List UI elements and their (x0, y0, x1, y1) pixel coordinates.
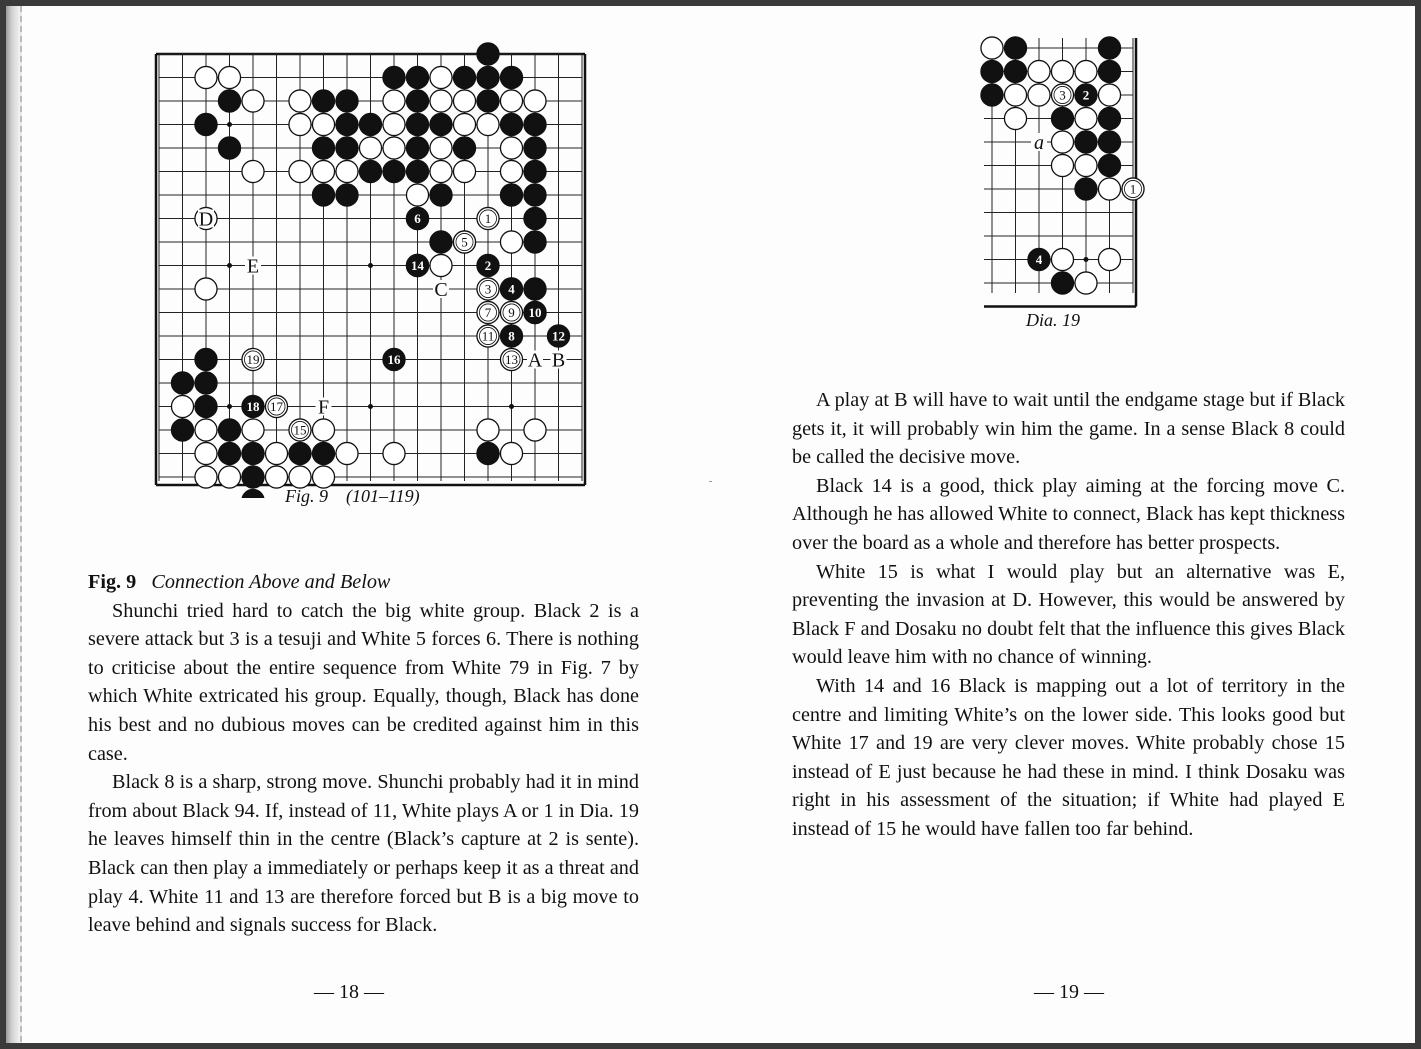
white-stone (265, 442, 287, 464)
black-stone (195, 395, 217, 417)
white-stone (477, 113, 499, 135)
black-stone (1004, 37, 1026, 59)
left-paragraph-1: Shunchi tried hard to catch the big white group. Black 2 is a severe attack but 3 is a tesuji and White 5 forces 6. There is nothing to criticise about the entire sequence from White 79 in Fig. 7 by which White extricated his group. Equally, though, Black has done his best and no dubious moves can be credited against him in this case. (88, 599, 639, 765)
black-stone (336, 184, 358, 206)
board-label-C: C (434, 279, 448, 301)
white-stone (312, 419, 334, 441)
black-stone (1075, 131, 1097, 153)
move-number-11: 11 (481, 328, 495, 344)
black-stone (1098, 131, 1120, 153)
white-stone (195, 278, 217, 300)
black-stone (336, 137, 358, 159)
white-stone (500, 90, 522, 112)
move-number-3: 3 (484, 281, 492, 297)
black-stone (289, 442, 311, 464)
black-stone (406, 160, 428, 182)
white-stone (242, 90, 264, 112)
page-number-left: — 18 — (314, 981, 384, 1003)
page-gutter (6, 6, 20, 1043)
move-number-10: 10 (528, 305, 542, 320)
book-spread (6, 6, 1415, 1043)
white-stone (524, 90, 546, 112)
white-stone (406, 184, 428, 206)
black-stone (1098, 37, 1120, 59)
hoshi-point (227, 122, 232, 127)
black-stone (218, 419, 240, 441)
white-stone (195, 466, 217, 488)
white-stone (195, 66, 217, 88)
section-heading (88, 568, 639, 597)
white-stone (500, 231, 522, 253)
white-stone (500, 137, 522, 159)
white-stone (383, 113, 405, 135)
white-stone (1004, 84, 1026, 106)
move-number-14: 14 (411, 258, 424, 273)
move-number-8: 8 (508, 328, 515, 344)
white-stone (1098, 178, 1120, 200)
left-paragraph-2: Black 8 is a sharp, strong move. Shunchi probably had it in mind from about Black 94. If, instead of 11, White plays A or 1 in Dia. 19 he leaves himself thin in the centre (Black’s capture at 2 is sente). Black can then play a immediately or perhaps keep it as a threat and play 4. White 11 and 13 are therefore forced but B is a big move to leave behind and signals success for Black. (88, 771, 639, 937)
white-stone (1004, 107, 1026, 129)
white-stone (383, 90, 405, 112)
black-stone (359, 113, 381, 135)
black-stone (477, 442, 499, 464)
white-stone (1098, 84, 1120, 106)
move-number-5: 5 (461, 234, 468, 250)
black-stone (981, 84, 1003, 106)
white-stone (1075, 272, 1097, 294)
black-stone (1098, 154, 1120, 176)
black-stone (1051, 107, 1073, 129)
black-stone (524, 137, 546, 159)
board-label-a: a (1034, 132, 1044, 154)
move-number-15: 15 (293, 422, 307, 438)
white-stone (289, 90, 311, 112)
black-stone (1051, 272, 1073, 294)
white-stone (430, 137, 452, 159)
move-number-12: 12 (552, 328, 565, 344)
point-labels (1031, 132, 1047, 154)
hoshi-point (1084, 257, 1089, 262)
white-stone (289, 466, 311, 488)
black-stone (524, 207, 546, 229)
page-edge (20, 6, 22, 1043)
white-stone (383, 442, 405, 464)
hoshi-point (368, 404, 373, 409)
black-stone (524, 160, 546, 182)
black-stone (1098, 107, 1120, 129)
black-stone (453, 137, 475, 159)
white-stone (171, 395, 193, 417)
white-stone (195, 419, 217, 441)
white-stone (383, 137, 405, 159)
black-stone (218, 90, 240, 112)
black-stone (430, 231, 452, 253)
hoshi-point (368, 263, 373, 268)
white-stone (242, 160, 264, 182)
black-stone (477, 66, 499, 88)
white-stone (477, 419, 499, 441)
black-stone (477, 43, 499, 65)
black-stone (430, 113, 452, 135)
black-stone (242, 466, 264, 488)
move-number-2: 2 (1082, 87, 1090, 103)
white-stone (981, 37, 1003, 59)
center-mark (709, 481, 712, 482)
move-number-1: 1 (484, 211, 492, 226)
black-stone (981, 60, 1003, 82)
heading-fig-label: Fig. 9 (88, 571, 137, 593)
black-stone (383, 66, 405, 88)
white-stone (336, 442, 358, 464)
white-stone (453, 90, 475, 112)
black-stone (171, 372, 193, 394)
board-label-A: A (527, 349, 543, 372)
black-stone (218, 137, 240, 159)
white-stone (1098, 248, 1120, 270)
black-stone (406, 113, 428, 135)
white-stone (1075, 107, 1097, 129)
white-stone (1028, 84, 1050, 106)
move-number-9: 9 (508, 305, 515, 320)
white-stone (195, 442, 217, 464)
black-stone (500, 66, 522, 88)
left-page-text (88, 568, 639, 940)
move-number-4: 4 (508, 281, 515, 297)
white-stone (312, 113, 334, 135)
white-stone (218, 466, 240, 488)
black-stone (453, 66, 475, 88)
fig9-caption (285, 486, 420, 507)
white-stone (289, 160, 311, 182)
black-stone (336, 90, 358, 112)
move-number-3: 3 (1059, 87, 1066, 103)
right-page-text (792, 386, 1345, 844)
move-number-2: 2 (484, 258, 492, 273)
black-stone (312, 90, 334, 112)
black-stone (524, 184, 546, 206)
black-stone (336, 113, 358, 135)
go-board-dia19 (968, 28, 1148, 308)
black-stone (500, 184, 522, 206)
right-paragraph-4: With 14 and 16 Black is mapping out a lot of territory in the centre and limiting White’s on the lower side. This looks good but White 17 and 19 are very clever moves. White probably chose 15 instead of E just because he had these in mind. I think Dosaku was right in his assessment of the situation; if White had played E instead of 15 he would have fallen too far behind. (792, 674, 1345, 840)
black-stone (195, 372, 217, 394)
white-stone (242, 419, 264, 441)
move-number-16: 16 (387, 352, 401, 367)
fig9-caption-prefix: Fig. 9 (285, 486, 328, 506)
white-stone (1028, 60, 1050, 82)
black-stone (171, 419, 193, 441)
white-stone (1051, 60, 1073, 82)
white-stone (430, 90, 452, 112)
white-stone (1051, 131, 1073, 153)
white-stone (430, 160, 452, 182)
black-stone (1075, 178, 1097, 200)
white-stone (430, 254, 452, 276)
black-stone (383, 160, 405, 182)
black-stone (524, 231, 546, 253)
black-stone (406, 66, 428, 88)
black-stone (500, 113, 522, 135)
black-stone (1004, 60, 1026, 82)
move-number-4: 4 (1035, 252, 1043, 267)
move-number-13: 13 (505, 352, 518, 367)
white-stone (265, 466, 287, 488)
black-stone (195, 348, 217, 370)
black-stone (359, 160, 381, 182)
hoshi-point (509, 404, 514, 409)
white-stone (500, 160, 522, 182)
white-stone (359, 137, 381, 159)
board-label-D: D (198, 208, 214, 231)
go-board-fig9 (146, 38, 596, 498)
black-stone (524, 113, 546, 135)
white-stone (312, 160, 334, 182)
white-stone (218, 66, 240, 88)
move-number-17: 17 (270, 399, 283, 414)
black-stone (406, 137, 428, 159)
white-stone (1051, 248, 1073, 270)
page-number-right: — 19 — (1034, 981, 1104, 1003)
white-stone (1051, 154, 1073, 176)
board-label-B: B (551, 349, 566, 372)
right-paragraph-2: Black 14 is a good, thick play aiming at the forcing move C. Although he has allowed White to connect, Black has kept thickness over the board as a whole and therefore has better prospects. (792, 474, 1345, 554)
black-stone (524, 278, 546, 300)
black-stone (195, 113, 217, 135)
white-stone (289, 113, 311, 135)
hoshi-point (227, 404, 232, 409)
black-stone (312, 137, 334, 159)
right-paragraph-3: White 15 is what I would play but an alternative was E, preventing the invasion at D. However, this would be answered by Black F and Dosaku no doubt felt that the influence this gives Black would leave him with no chance of winning. (792, 560, 1345, 669)
move-number-1: 1 (1129, 181, 1137, 197)
hoshi-point (227, 263, 232, 268)
fig9-caption-range: (101–119) (346, 486, 420, 506)
black-stone (242, 442, 264, 464)
move-number-19: 19 (246, 352, 260, 367)
dia19-diagram (968, 28, 1148, 308)
dia19-caption: Dia. 19 (1026, 310, 1080, 330)
white-stone (336, 160, 358, 182)
heading-title: Connection Above and Below (151, 571, 391, 593)
board-label-E: E (246, 255, 260, 278)
black-stone (1098, 60, 1120, 82)
move-number-18: 18 (246, 399, 260, 414)
move-number-6: 6 (414, 211, 421, 226)
move-number-7: 7 (484, 305, 492, 320)
white-stone (453, 160, 475, 182)
white-stone (430, 66, 452, 88)
white-stone (524, 419, 546, 441)
black-stone (430, 184, 452, 206)
right-paragraph-1: A play at B will have to wait until the endgame stage but if Black gets it, it will probably win him the game. In a sense Black 8 could be called the decisive move. (792, 389, 1345, 469)
board-label-F: F (317, 396, 330, 419)
black-stone (242, 489, 264, 498)
black-stone (218, 442, 240, 464)
white-stone (1075, 154, 1097, 176)
white-stone (1075, 60, 1097, 82)
white-stone (312, 466, 334, 488)
white-stone (453, 113, 475, 135)
white-stone (500, 442, 522, 464)
fig9-diagram (146, 38, 596, 498)
black-stone (312, 442, 334, 464)
black-stone (312, 184, 334, 206)
black-stone (406, 90, 428, 112)
black-stone (477, 90, 499, 112)
